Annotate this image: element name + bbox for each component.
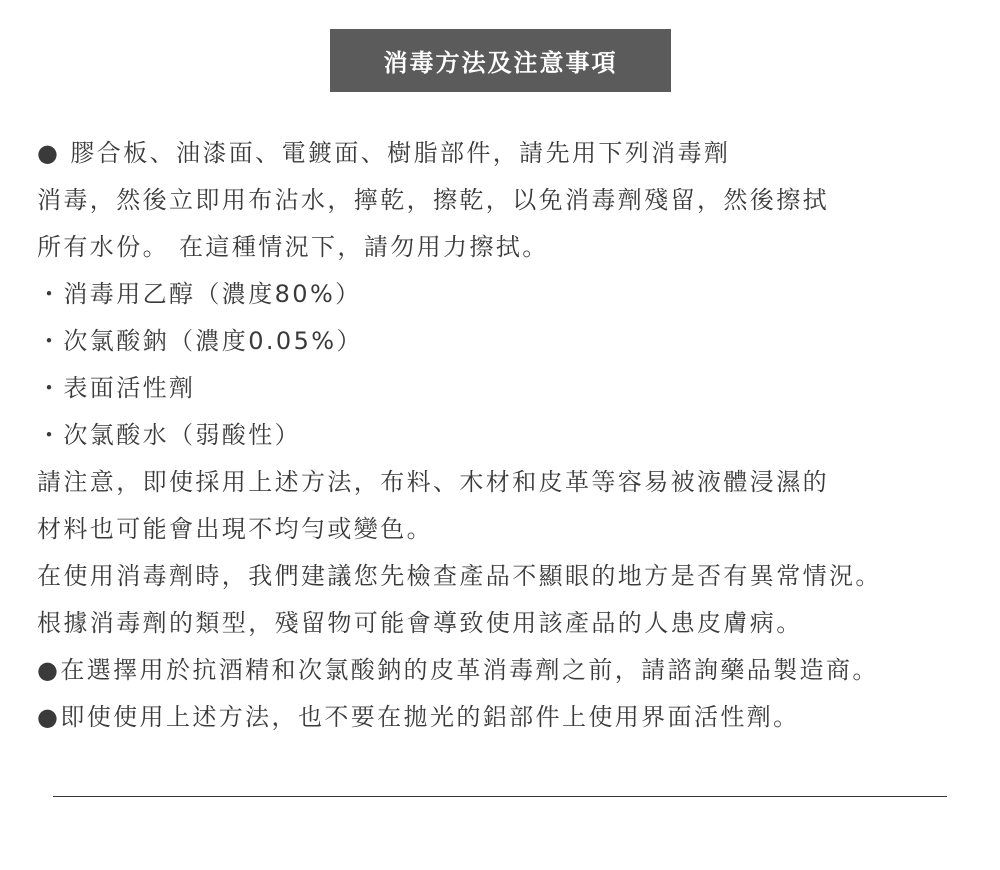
bullet-note: ●即使使用上述方法，也不要在拋光的鋁部件上使用界面活性劑。 [37, 703, 800, 731]
caution-line: 根據消毒劑的類型，殘留物可能會導致使用該產品的人患皮膚病。 [37, 609, 803, 637]
disinfectant-item: ・次氯酸水（弱酸性） [37, 421, 301, 449]
caution-line: 在使用消毒劑時，我們建議您先檢查產品不顯眼的地方是否有異常情況。 [37, 562, 882, 590]
caution-line: 材料也可能會出現不均勻或變色。 [37, 515, 433, 543]
instruction-line: 消毒，然後立即用布沾水，擰乾，擦乾，以免消毒劑殘留，然後擦拭 [37, 186, 829, 214]
disinfectant-item: ・次氯酸鈉（濃度0.05%） [37, 327, 363, 355]
bullet-note: ●在選擇用於抗酒精和次氯酸鈉的皮革消毒劑之前，請諮詢藥品製造商。 [37, 656, 879, 684]
instruction-line: ● 膠合板、油漆面、電鍍面、樹脂部件，請先用下列消毒劑 [37, 139, 731, 167]
disinfectant-item: ・表面活性劑 [37, 374, 196, 402]
disinfectant-item: ・消毒用乙醇（濃度80%） [37, 280, 362, 308]
instruction-line: 所有水份。 在這種情況下，請勿用力擦拭。 [37, 233, 549, 261]
caution-line: 請注意，即使採用上述方法，布料、木材和皮革等容易被液體浸濕的 [37, 468, 829, 496]
instructions-body [37, 130, 987, 741]
divider-line [53, 796, 947, 797]
section-title: 消毒方法及注意事項 [330, 29, 671, 92]
